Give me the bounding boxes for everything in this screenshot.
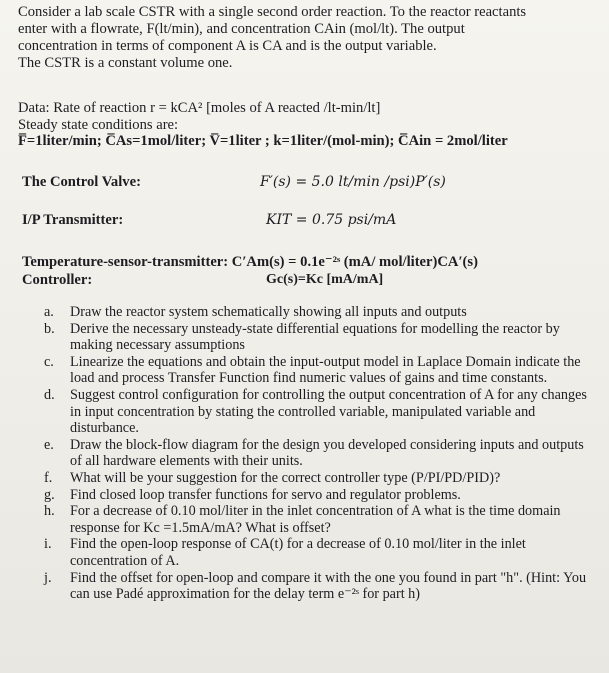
list-item <box>44 570 597 603</box>
question-text: Find the open-loop response of CA(t) for a decrease of 0.10 mol/liter in the inlet concentration of A. <box>70 536 526 569</box>
list-item <box>44 536 597 569</box>
question-text: Draw the block-flow diagram for the design you developed considering inputs and outputs of all hardware elements with their units. <box>70 436 584 470</box>
question-text: Find the offset for open-loop and compare it with the one you found in part "h". (Hint: You can use Padé approximation for the delay term e⁻²ˢ for part h) <box>70 569 587 603</box>
intro-line: Consider a lab scale CSTR with a single second order reaction. To the reactor reactants <box>18 4 527 20</box>
question-text: Draw the reactor system schematically showing all inputs and outputs <box>70 304 467 320</box>
list-marker: h. <box>44 503 55 520</box>
question-text: Derive the necessary unsteady-state differential equations for modelling the reactor by making necessary assumptions <box>70 320 560 354</box>
spec-label: I/P Transmitter: <box>22 212 124 228</box>
list-marker: c. <box>44 353 54 370</box>
spec-label: Controller: <box>22 272 93 288</box>
spec-label: The Control Valve: <box>22 174 141 190</box>
list-marker: a. <box>44 304 54 320</box>
list-item <box>44 304 597 321</box>
spec-equation: F′(s) = 5.0 lt/min /psi)P′(s) <box>260 174 446 190</box>
list-item <box>44 503 597 536</box>
list-marker: b. <box>44 320 55 337</box>
list-marker: d. <box>44 386 55 403</box>
intro-line: The CSTR is a constant volume one. <box>18 55 233 71</box>
list-marker: e. <box>44 436 54 453</box>
question-text: What will be your suggestion for the correct controller type (P/PI/PD/PID)? <box>70 469 501 486</box>
data-line: Data: Rate of reaction r = kCA² [moles of A reacted /lt-min/lt] <box>18 100 381 116</box>
question-text: For a decrease of 0.10 mol/liter in the inlet concentration of A what is the time domain response for Kc =1.5mA/mA? What is offset? <box>70 503 561 536</box>
question-text: Find closed loop transfer functions for servo and regulator problems. <box>70 486 461 503</box>
problem-intro <box>18 4 597 72</box>
list-item <box>44 354 597 387</box>
list-item <box>44 470 597 487</box>
intro-line: concentration in terms of component A is CA and is the output variable. <box>18 38 437 54</box>
question-list <box>44 304 597 603</box>
data-section <box>18 100 597 150</box>
question-text: Linearize the equations and obtain the input-output model in Laplace Domain indicate the load and process Transfer Function find numeric values of gains and time constants. <box>70 353 581 387</box>
list-marker: i. <box>44 536 52 553</box>
data-line: F̅=1liter/min; C̅As=1mol/liter; V̅=1liter ; k=1liter/(mol-min); C̅Ain = 2mol/liter <box>18 133 508 149</box>
spec-label: Temperature-sensor-transmitter: C′Am(s) = 0.1e⁻²ˢ (mA/ mol/liter)CA′(s) <box>22 254 478 270</box>
data-line: Steady state conditions are: <box>18 116 179 133</box>
list-marker: f. <box>44 469 53 486</box>
list-item <box>44 321 597 354</box>
list-item <box>44 387 597 437</box>
spec-equation: KIT = 0.75 psi/mA <box>266 212 397 228</box>
list-item <box>44 437 597 470</box>
list-marker: g. <box>44 486 55 503</box>
question-text: Suggest control configuration for controlling the output concentration of A for any changes in input concentration by stating the controlled variable, manipulated variable and disturbance. <box>70 386 587 437</box>
list-marker: j. <box>44 569 52 586</box>
spec-equation: Gc(s)=Kc [mA/mA] <box>266 272 384 287</box>
list-item <box>44 487 597 504</box>
intro-line: enter with a flowrate, F(lt/min), and concentration CAin (mol/lt). The output <box>18 21 465 37</box>
